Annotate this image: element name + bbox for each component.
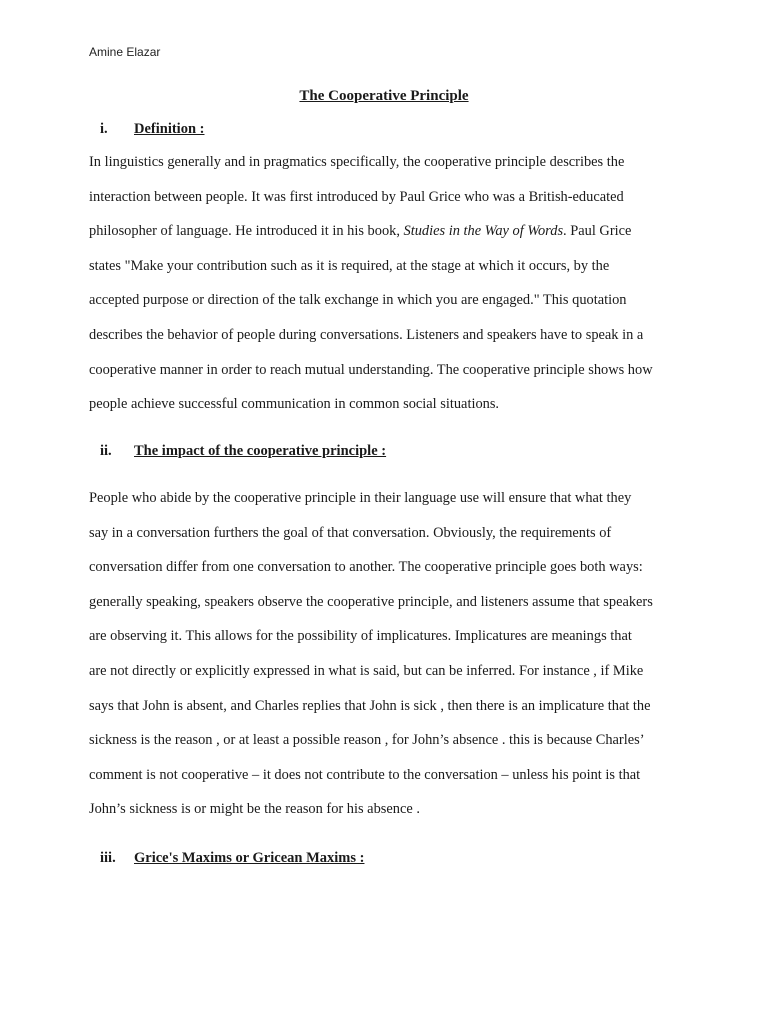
book-title: Studies in the Way of Words <box>403 223 564 240</box>
section-number: iii. <box>100 850 116 866</box>
paragraph-line: In linguistics generally and in pragmatics specifically, the cooperative principle describes the <box>89 154 625 170</box>
paragraph-line: people achieve successful communication in common social situations. <box>89 396 500 413</box>
paragraph-line: say in a conversation furthers the goal of that conversation. Obviously, the requirements of <box>89 524 612 541</box>
section-number: i. <box>100 121 108 137</box>
paragraph-line: accepted purpose or direction of the talk exchange in which you are engaged." This quotation <box>89 292 627 309</box>
paragraph-line: states "Make your contribution such as it is required, at the stage at which it occurs, by the <box>89 257 610 274</box>
paragraph-line: sickness is the reason , or at least a possible reason , for John’s absence . this is because Charles’ <box>89 732 645 749</box>
paragraph-line: interaction between people. It was first introduced by Paul Grice who was a British-educated <box>89 188 624 205</box>
paragraph-line: cooperative manner in order to reach mutual understanding. The cooperative principle shows how <box>89 361 653 378</box>
paragraph-line: conversation differ from one conversation to another. The cooperative principle goes both ways: <box>89 559 643 576</box>
paragraph-line: John’s sickness is or might be the reason for his absence . <box>89 801 420 818</box>
paragraph-line: generally speaking, speakers observe the cooperative principle, and listeners assume that speakers <box>89 593 653 610</box>
section-heading-text: Definition : <box>134 121 205 137</box>
paragraph-definition <box>89 145 689 422</box>
paragraph-line: are observing it. This allows for the possibility of implicatures. Implicatures are meanings that <box>89 628 632 645</box>
author-name: Amine Elazar <box>89 45 161 59</box>
paragraph-line: describes the behavior of people during conversations. Listeners and speakers have to speak in a <box>89 326 644 343</box>
paragraph-line: People who abide by the cooperative principle in their language use will ensure that what they <box>89 490 632 506</box>
section-heading-definition <box>100 121 204 138</box>
section-heading-text: The impact of the cooperative principle : <box>134 443 387 459</box>
paragraph-line: are not directly or explicitly expressed in what is said, but can be inferred. For instance , if Mike <box>89 662 644 679</box>
document-title: The Cooperative Principle <box>299 88 469 104</box>
paragraph-line: says that John is absent, and Charles replies that John is sick , then there is an implicature that the <box>89 697 651 714</box>
line-text: philosopher of language. He introduced it in his book, <box>89 223 404 240</box>
paragraph-line: comment is not cooperative – it does not contribute to the conversation – unless his point is that <box>89 766 641 783</box>
section-number: ii. <box>100 443 112 459</box>
section-heading-impact <box>100 443 386 460</box>
line-text: . Paul Grice <box>563 223 632 240</box>
paragraph-impact <box>89 481 689 827</box>
paragraph-line <box>89 214 689 249</box>
section-heading-maxims <box>100 850 364 867</box>
section-heading-text: Grice's Maxims or Gricean Maxims : <box>134 850 365 866</box>
